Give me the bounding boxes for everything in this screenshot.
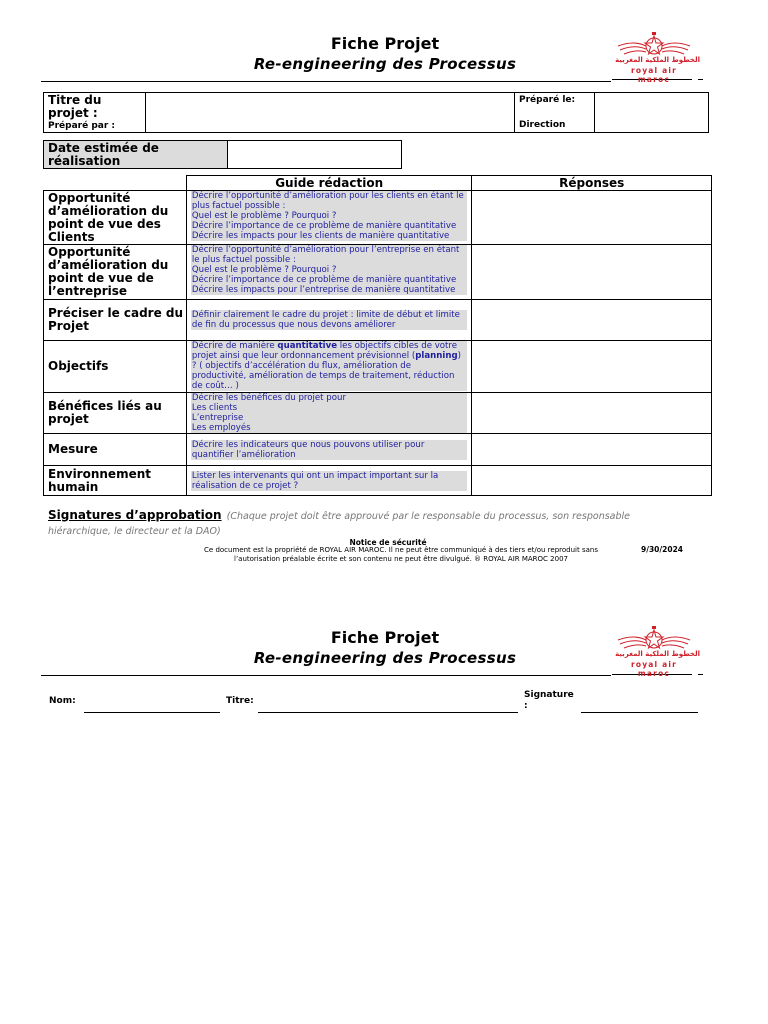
col-header-reponses: Réponses xyxy=(472,176,712,191)
prepare-le-value-cell[interactable] xyxy=(595,93,709,133)
royal-air-maroc-logo xyxy=(608,32,700,84)
guide-cell xyxy=(186,393,472,434)
row-label-cadre: Préciser le cadre du Projet xyxy=(44,300,187,341)
notice-title: Notice de sécurité xyxy=(349,538,427,547)
corner-cell xyxy=(44,176,187,191)
guide-text: Lister les intervenants qui ont un impact important sur la réalisation de ce projet ? xyxy=(191,471,468,491)
response-cell[interactable] xyxy=(472,341,712,393)
guide-text: Définir clairement le cadre du projet : limite de début et limite de fin du processus que nous devons améliorer xyxy=(191,310,468,330)
response-cell[interactable] xyxy=(472,245,712,300)
prepare-le-cell xyxy=(515,93,595,133)
guide-cell xyxy=(186,341,472,393)
guide-text: Décrire l’opportunité d’amélioration pour l’entreprise en étant le plus factuel possible : Quel est le problème ? Pourquoi ? Décrire l’importance de ce problème de manière quantitative Décrire les impacts pour l’entreprise de manière quantitative xyxy=(191,245,468,295)
date-table xyxy=(43,140,402,169)
guide-text: Décrire les bénéfices du projet pour Les clients L’entreprise Les employés xyxy=(191,393,468,433)
logo-wordmark: royal air maroc xyxy=(630,66,678,84)
titre-line[interactable] xyxy=(258,712,518,713)
logo-wordmark: royal air maroc xyxy=(630,660,678,678)
page2-royal-air-maroc-logo xyxy=(608,626,700,678)
table-row xyxy=(44,341,712,393)
date-label-cell xyxy=(44,141,228,169)
date-label: Date estimée de réalisation xyxy=(48,140,159,168)
nom-label: Nom: xyxy=(49,696,76,706)
row-label-clients: Opportunité d’amélioration du point de vue des Clients xyxy=(44,191,187,245)
table-row xyxy=(44,466,712,496)
page2-subtitle: Re-engineering des Processus xyxy=(253,649,517,667)
page2-header-rule xyxy=(41,675,611,676)
table-row xyxy=(44,393,712,434)
response-cell[interactable] xyxy=(472,466,712,496)
signatures-block xyxy=(48,508,658,538)
row-label-entreprise: Opportunité d’amélioration du point de vue de l’entreprise xyxy=(44,245,187,300)
header-rule xyxy=(41,81,611,82)
page-title: Fiche Projet xyxy=(330,34,440,53)
row-label-objectifs: Objectifs xyxy=(44,341,187,393)
signatures-note: (Chaque projet doit être approuvé par le responsable du processus, son responsable hiérarchique, le directeur et la DAO) xyxy=(48,511,631,537)
row-label-benefices: Bénéfices liés au projet xyxy=(44,393,187,434)
header-rule-end xyxy=(698,79,703,80)
page2-title: Fiche Projet xyxy=(330,628,440,647)
titre-label: Titre du projet : xyxy=(48,93,102,120)
guide-cell xyxy=(186,191,472,245)
response-cell[interactable] xyxy=(472,434,712,466)
direction-label: Direction xyxy=(519,120,566,130)
response-cell[interactable] xyxy=(472,393,712,434)
response-cell[interactable] xyxy=(472,191,712,245)
date-value-cell[interactable] xyxy=(228,141,402,169)
prepare-par-label: Préparé par : xyxy=(48,121,116,131)
table-row xyxy=(44,245,712,300)
signature-label: Signature : xyxy=(524,690,574,711)
row-label-environnement: Environnement humain xyxy=(44,466,187,496)
col-header-guide: Guide rédaction xyxy=(186,176,472,191)
guide-text: Décrire de manière quantitative les objectifs cibles de votre projet ainsi que leur ordonnancement prévisionnel (planning) ? ( objectifs d’accélération du flux, amélioration de productivité, amélioration de temps de traitement, réduction de coût… ) xyxy=(191,341,468,391)
signatures-label: Signatures d’approbation xyxy=(48,508,222,522)
logo-arabic-text: الخطوط الملكية المغربية xyxy=(615,56,700,64)
guide-table xyxy=(43,175,712,496)
nom-line[interactable] xyxy=(84,712,220,713)
titre-value-cell[interactable] xyxy=(146,93,515,133)
project-header-table xyxy=(43,92,709,133)
titre-cell xyxy=(44,93,146,133)
signature-line[interactable] xyxy=(581,712,698,713)
table-row xyxy=(44,434,712,466)
guide-cell xyxy=(186,245,472,300)
guide-cell xyxy=(186,300,472,341)
guide-text: Décrire les indicateurs que nous pouvons utiliser pour quantifier l’amélioration xyxy=(191,440,468,460)
guide-text: Décrire l’opportunité d’amélioration pour les clients en étant le plus factuel possible : Quel est le problème ? Pourquoi ? Décrire l’importance de ce problème de manière quantitative Décrire les impacts pour les clients de manière quantitative xyxy=(191,191,468,241)
page2-header-rule-end xyxy=(698,674,703,675)
page-subtitle: Re-engineering des Processus xyxy=(253,55,517,73)
titre-label-p2: Titre: xyxy=(226,696,254,706)
prepare-le-label: Préparé le: xyxy=(519,95,576,105)
guide-cell xyxy=(186,466,472,496)
row-label-mesure: Mesure xyxy=(44,434,187,466)
document-date: 9/30/2024 xyxy=(641,545,684,554)
table-row xyxy=(44,300,712,341)
notice-text: Ce document est la propriété de ROYAL AIR MAROC. Il ne peut être communiqué à des tiers et/ou reproduit sans l’autorisation préalable écrite et son contenu ne peut être divulgué. ® ROYAL AIR MAROC 2007 xyxy=(204,546,598,563)
logo-arabic-text: الخطوط الملكية المغربية xyxy=(615,650,700,658)
response-cell[interactable] xyxy=(472,300,712,341)
table-row xyxy=(44,191,712,245)
guide-cell xyxy=(186,434,472,466)
